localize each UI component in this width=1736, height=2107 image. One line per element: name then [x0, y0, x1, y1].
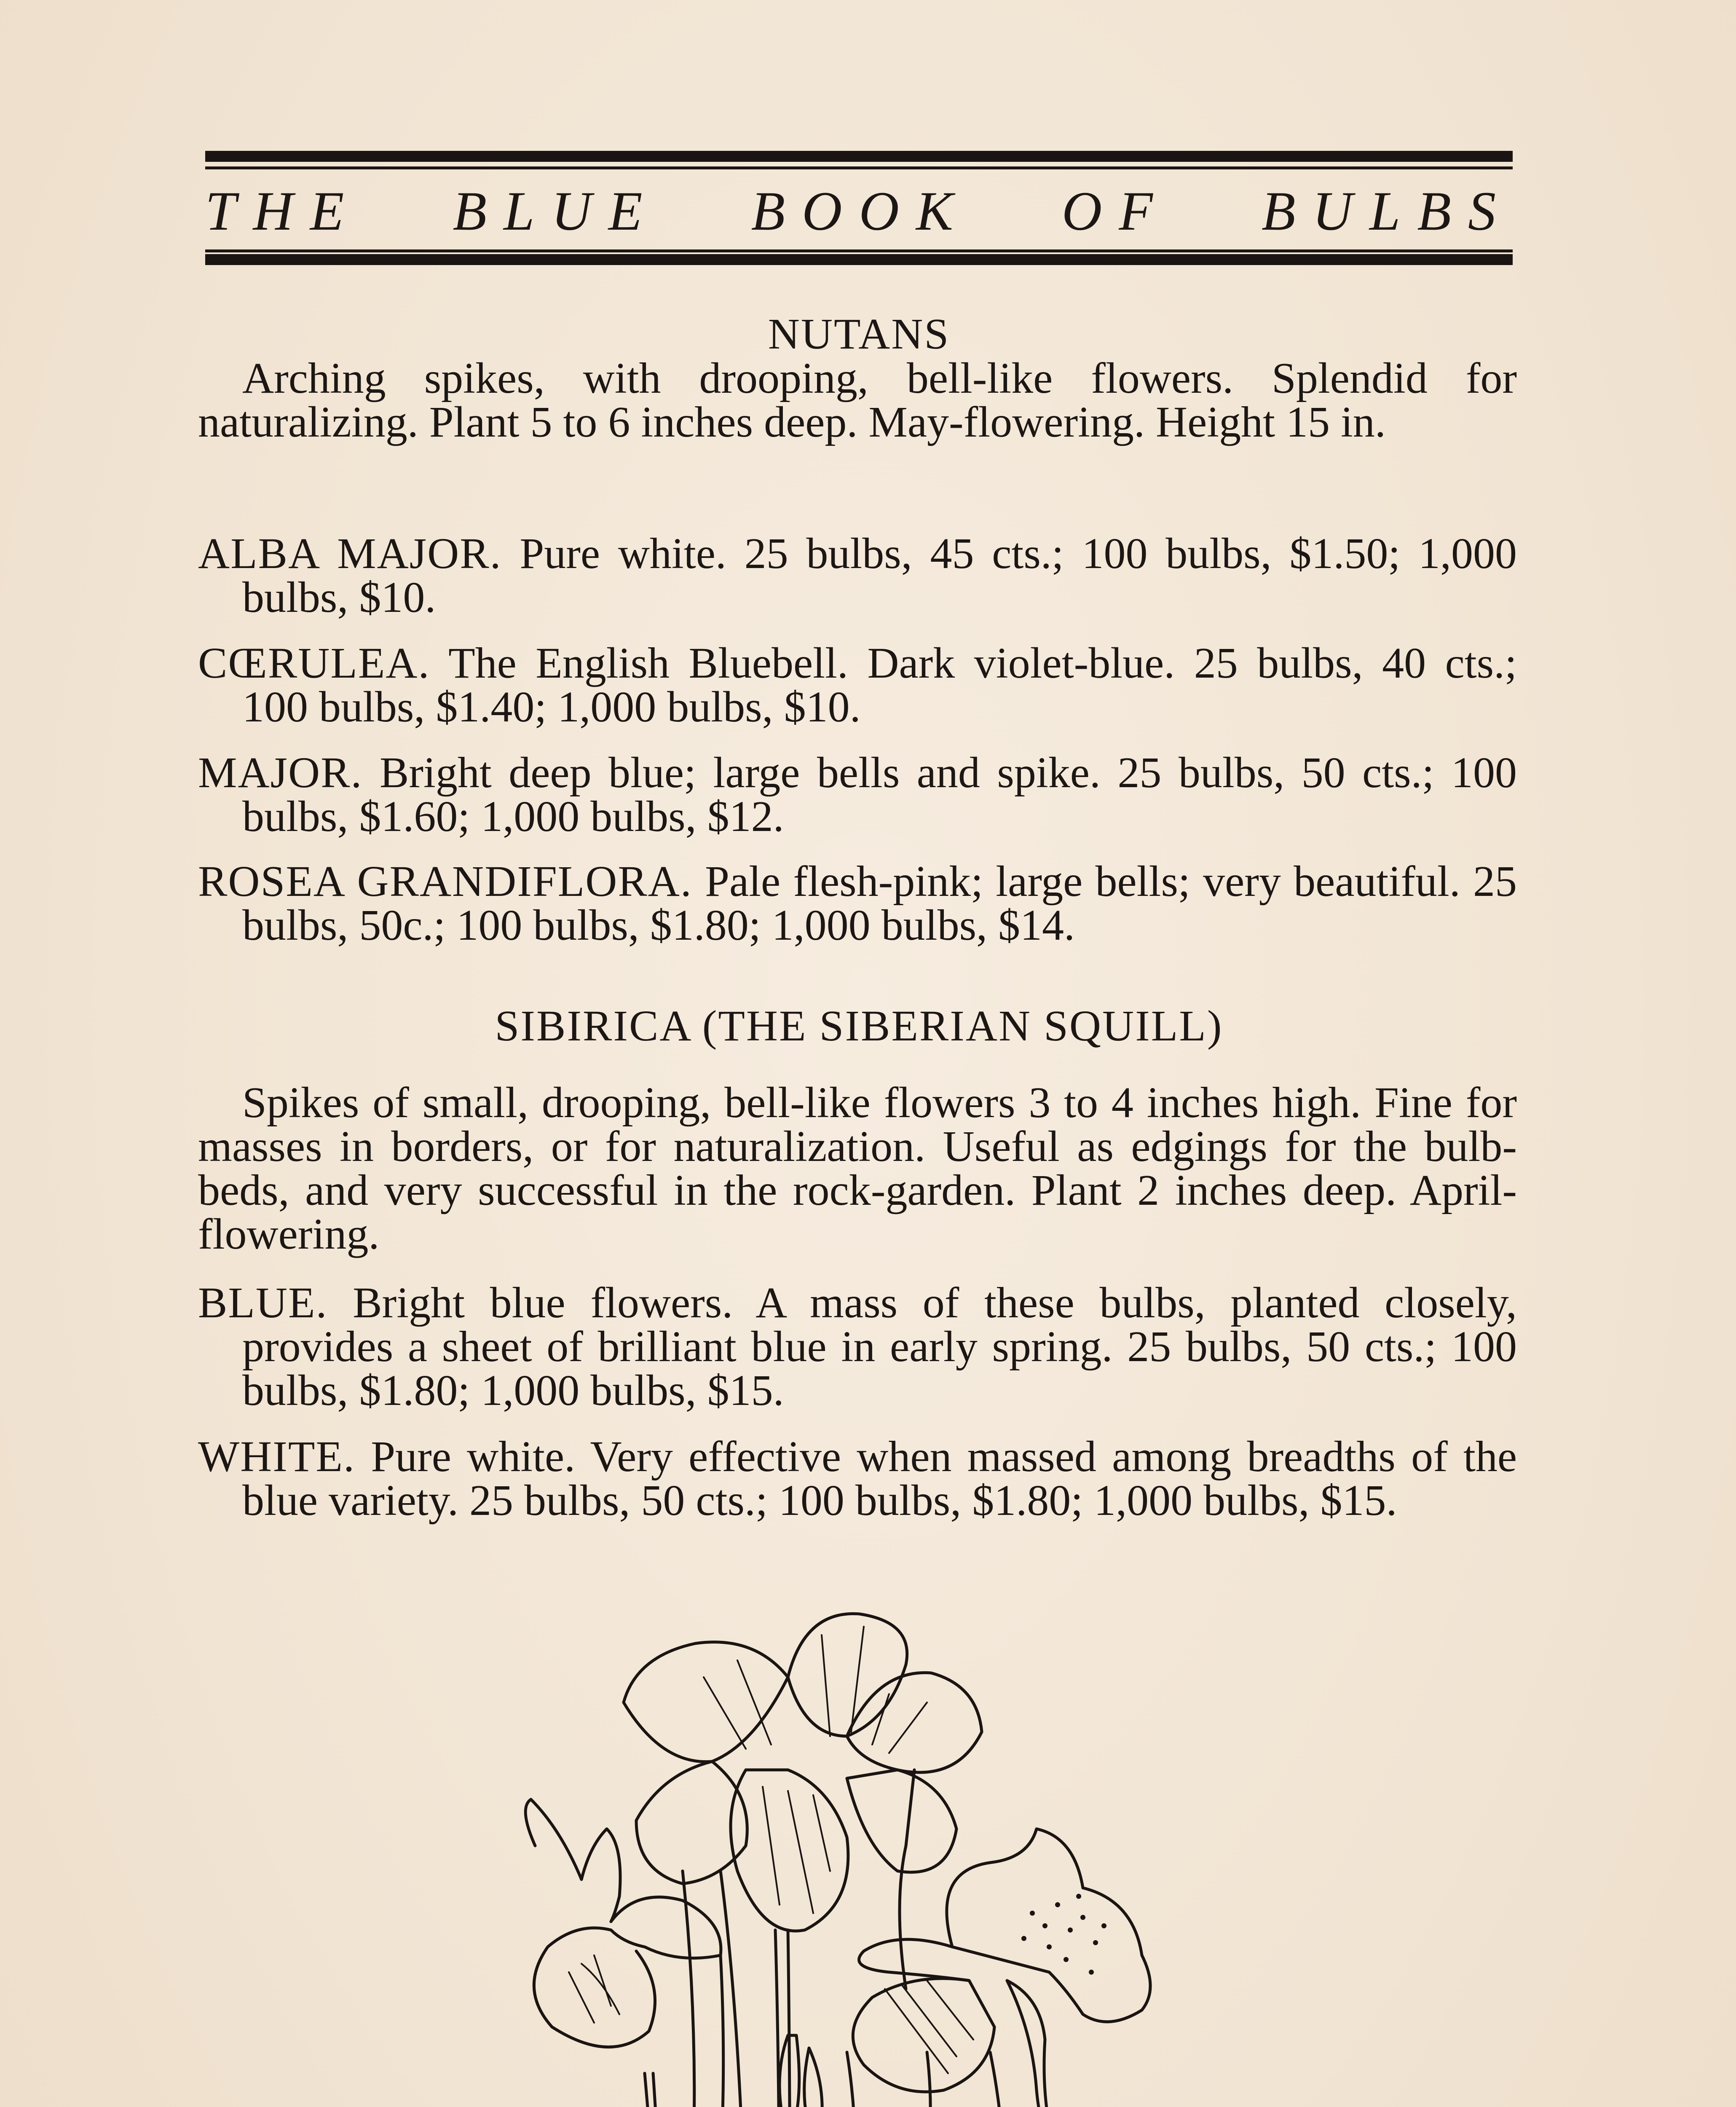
section-intro-nutans: Arching spikes, with drooping, bell-like flowers. Splendid for naturalizing. Plant 5 to 6 inches deep. May-flowering. Height 15 in. — [198, 354, 1517, 446]
iris-flowers-illustration — [485, 1610, 1226, 2107]
entry-text: Bright deep blue; large bells and spike. 25 bulbs, 50 cts.; 100 bulbs, $1.60; 1,000 bulbs, $12. — [242, 748, 1517, 841]
entry-rosea-grandiflora — [198, 857, 1517, 949]
entry-name: MAJOR. — [198, 748, 363, 797]
entry-name: CŒRULEA. — [198, 639, 430, 687]
section-heading-sibirica: SIBIRICA (THE SIBERIAN SQUILL) — [495, 1002, 1223, 1050]
header-rule-bottom-thin — [205, 249, 1513, 252]
entry-text: Pure white. 25 bulbs, 45 cts.; 100 bulbs, $1.50; 1,000 bulbs, $10. — [242, 529, 1517, 622]
header-rule-top-thin — [205, 166, 1513, 169]
section-intro-sibirica: Spikes of small, drooping, bell-like flowers 3 to 4 inches high. Fine for masses in borders, or for naturalization. Useful as edgings for the bulb-beds, and very successful in the rock-garden. Plant 2 inches deep. April-flowering. — [198, 1078, 1517, 1258]
entry-coerulea — [198, 641, 1517, 729]
running-title-word: BOOK — [751, 180, 970, 242]
entry-text: Pale flesh-pink; large bells; very beautiful. 25 bulbs, 50c.; 100 bulbs, $1.80; 1,000 bulbs, $14. — [242, 857, 1517, 949]
entry-name: BLUE. — [198, 1279, 328, 1327]
header-rule-bottom — [205, 254, 1513, 265]
entry-name: ALBA MAJOR. — [198, 529, 502, 578]
entry-text: The English Bluebell. Dark violet-blue. 25 bulbs, 40 cts.; 100 bulbs, $1.40; 1,000 bulbs, $10. — [242, 639, 1517, 731]
entry-name: WHITE. — [198, 1432, 355, 1481]
running-title-word: BLUE — [453, 180, 659, 242]
running-title — [205, 177, 1513, 244]
entry-white — [198, 1432, 1517, 1525]
entry-text: Bright blue flowers. A mass of these bulbs, planted closely, provides a sheet of brilliant blue in early spring. 25 bulbs, 50 cts.; 100 bulbs, $1.80; 1,000 bulbs, $15. — [242, 1279, 1517, 1415]
entry-alba-major — [198, 529, 1517, 622]
entry-name: ROSEA GRANDIFLORA. — [198, 857, 692, 906]
running-title-word: THE — [205, 180, 361, 242]
entry-major — [198, 748, 1517, 841]
running-title-word: OF — [1061, 180, 1170, 242]
entry-text: Pure white. Very effective when massed among breadths of the blue variety. 25 bulbs, 50 cts.; 100 bulbs, $1.80; 1,000 bulbs, $15. — [242, 1432, 1517, 1525]
header-rule-top — [205, 151, 1513, 162]
entry-blue — [198, 1281, 1517, 1413]
section-heading-nutans: NUTANS — [768, 310, 950, 358]
running-title-word: BULBS — [1261, 180, 1513, 242]
